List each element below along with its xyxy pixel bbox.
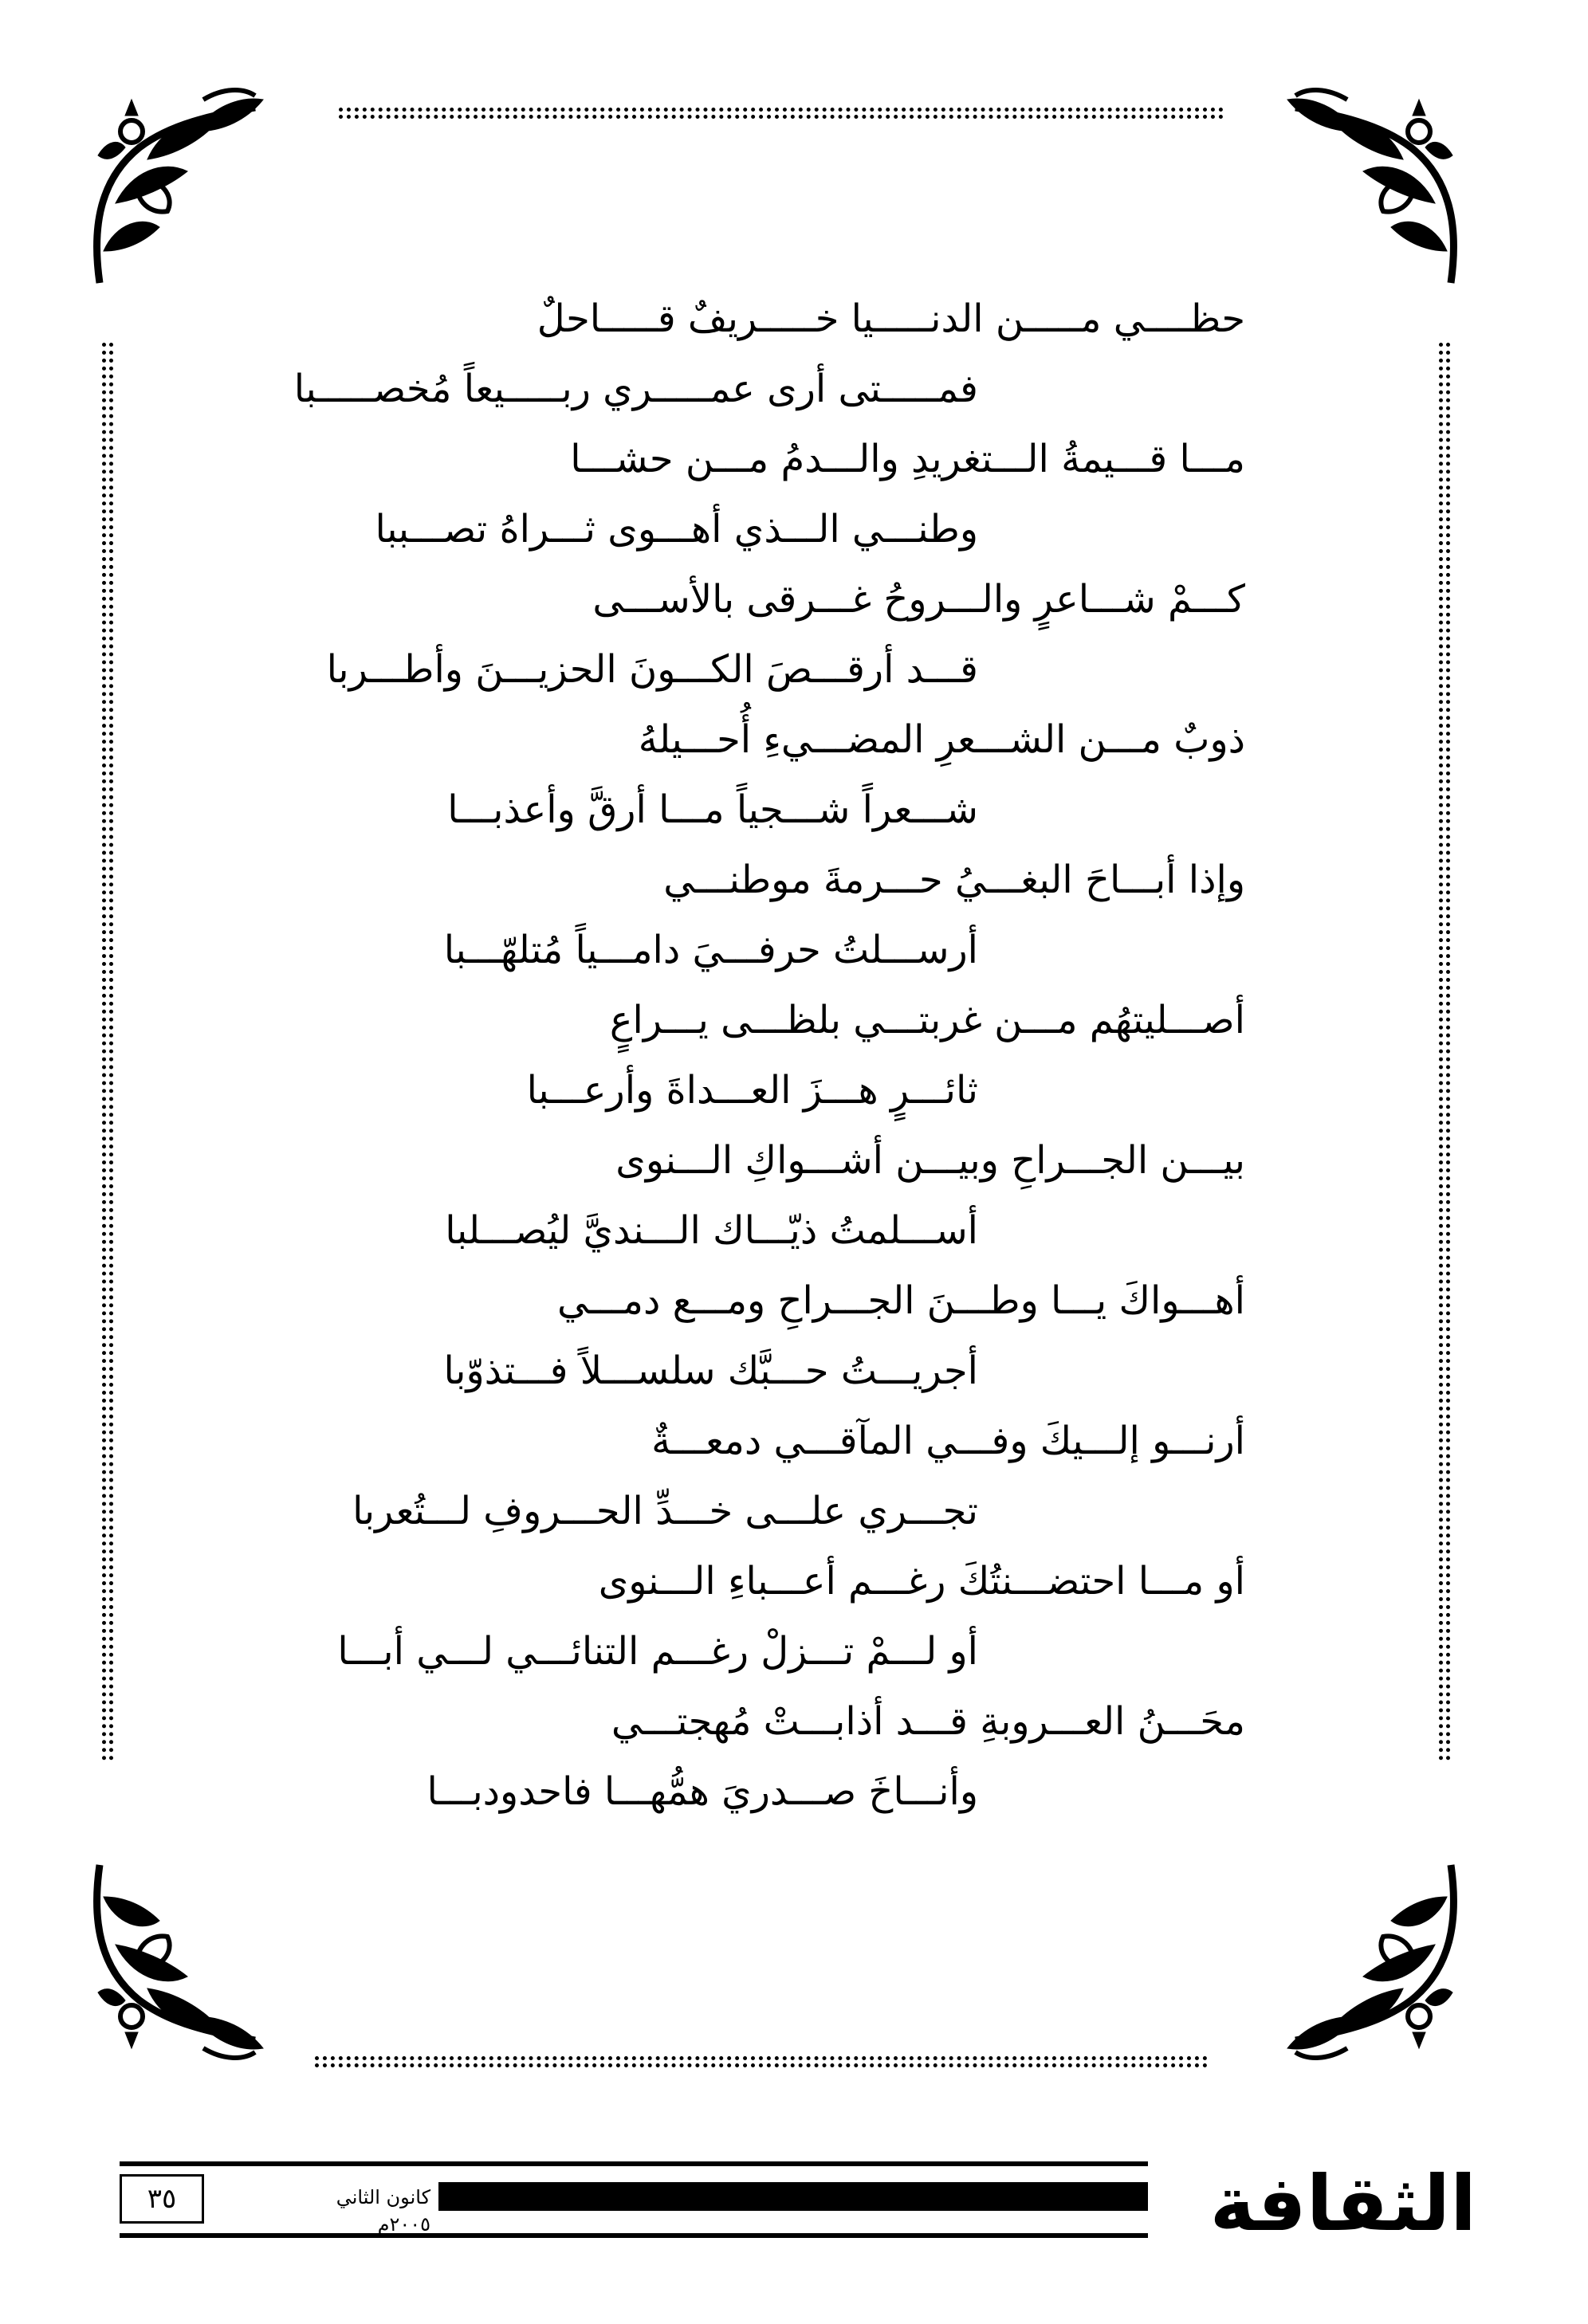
footer-black-band — [438, 2182, 1148, 2211]
bottom-left-ornament — [84, 1857, 267, 2064]
verse-4-second-hemistich: شـــعراً شـــجياً مـــا أرقَّ وأعذبـــا — [447, 787, 978, 832]
top-left-ornament — [84, 84, 267, 291]
verse-10-second-hemistich: أو لـــمْ تـــزلْ رغـــم التنائـــي لـــي أبـــا — [337, 1629, 978, 1674]
verse-2-second-hemistich: وطنـــي الـــذي أهـــوى ثـــراهُ تصـــببا — [375, 507, 978, 552]
verse-2-first-hemistich: مـــا قـــيمةُ الـــتغريدِ والـــدمُ مـــن حشـــا — [570, 437, 1245, 481]
verse-11-first-hemistich: محَـــنُ العـــروبةِ قـــد أذابـــتْ مُهجتـــي — [611, 1699, 1245, 1744]
verse-3-second-hemistich: قـــد أرقـــصَ الكـــونَ الحزيـــنَ وأطـــربا — [326, 647, 978, 692]
verse-5-second-hemistich: أرســـلتُ حرفـــيَ دامـــياً مُتلهّـــبا — [443, 928, 978, 972]
issue-date: كانون الثاني ٢٠٠٥م — [336, 2186, 430, 2236]
footer-top-rule — [120, 2161, 1148, 2166]
verse-7-second-hemistich: أســـلمتُ ذيّـــاك الـــنديَّ ليُصـــلبا — [445, 1208, 978, 1253]
verse-4-first-hemistich: ذوبٌ مـــن الشـــعرِ المضـــيءِ أُحـــيلهُ — [638, 717, 1245, 762]
top-right-ornament — [1283, 84, 1467, 291]
verse-9-first-hemistich: أرنـــو إلـــيكَ وفـــي المآقـــي دمعـــةٌ — [651, 1419, 1245, 1463]
verse-1-first-hemistich: حظــــي مـــــن الدنـــــيا خـــــريفٌ قـــــاحلٌ — [537, 296, 1245, 341]
verse-10-first-hemistich: أو مـــا احتضـــنتُكَ رغـــم أعـــباءِ الـــنوى — [598, 1559, 1245, 1604]
verse-7-first-hemistich: بيـــن الجـــراحِ وبيـــن أشـــواكِ الـــنوى — [615, 1138, 1245, 1183]
bottom-dotted-border — [315, 2056, 1208, 2067]
right-dotted-border — [1439, 343, 1450, 1761]
verse-1-second-hemistich: فمـــــتى أرى عمـــــري ربـــــيعاً مُخصـــــبا — [293, 367, 978, 411]
left-dotted-border — [102, 343, 113, 1761]
magazine-logo: الثقافة — [1209, 2159, 1476, 2248]
verse-6-first-hemistich: أصـــليتهُم مـــن غربتـــي بلظـــى يـــراعٍ — [609, 998, 1245, 1042]
verse-8-first-hemistich: أهـــواكَ يـــا وطـــنَ الجـــراحِ ومـــع دمـــي — [557, 1278, 1245, 1323]
page-number: ٣٥ — [120, 2174, 204, 2224]
footer-bottom-rule — [120, 2233, 1148, 2238]
verse-3-first-hemistich: كـــمْ شـــاعرٍ والـــروحُ غـــرقى بالأســـى — [592, 577, 1245, 622]
verse-11-second-hemistich: وأنـــاخَ صـــدريَ همُّهـــا فاحدودبـــا — [426, 1769, 978, 1814]
verse-6-second-hemistich: ثائـــرٍ هـــزَ العـــداةَ وأرعـــبا — [526, 1068, 978, 1113]
verse-8-second-hemistich: أجريـــتُ حـــبَّك سلســـلاً فـــتذوّبا — [443, 1348, 978, 1393]
top-dotted-border — [339, 108, 1224, 119]
verse-9-second-hemistich: تجـــري علـــى خـــدِّ الحـــروفِ لـــتُعربا — [352, 1489, 978, 1533]
verse-5-first-hemistich: وإذا أبـــاحَ البغـــيُ حـــرمةَ موطنـــي — [663, 858, 1245, 902]
bottom-right-ornament — [1283, 1857, 1467, 2064]
